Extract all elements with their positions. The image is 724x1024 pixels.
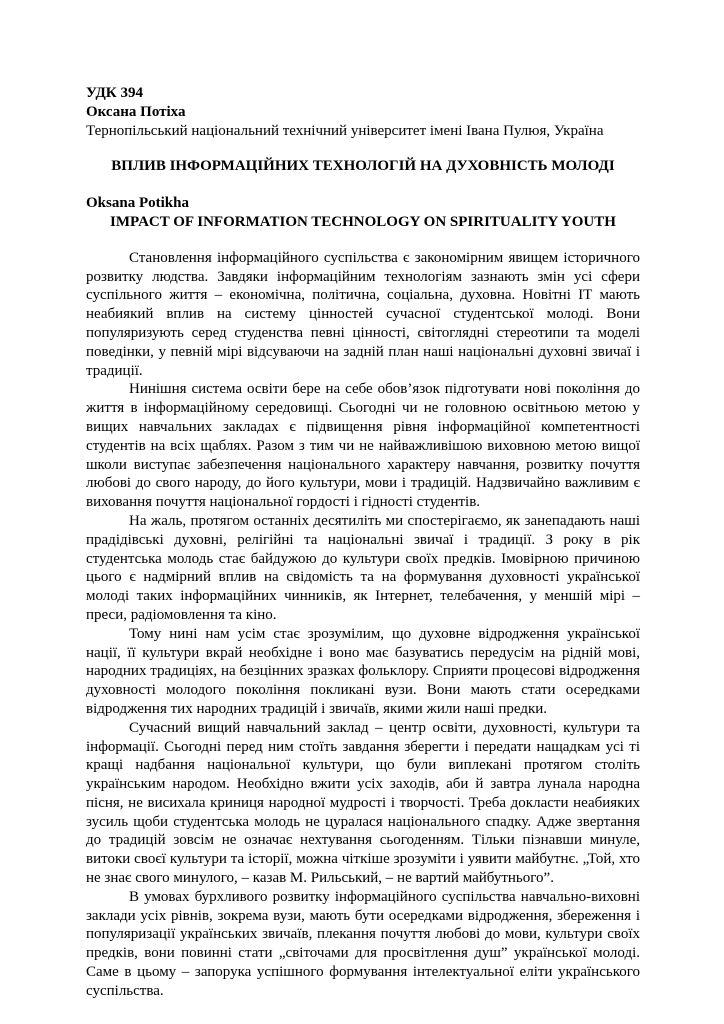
body-paragraph: Становлення інформаційного суспільства є закономірним явищем історичного розвитку людства. Завдяки інформаційним технологіям зазнають змін усі сфери суспільного життя – економічна, політична, соціальна, духовна. Новітні ІТ мають неабиякий вплив на систему цінностей сучасної студентської молоді. Вони популяризують серед студенства певні цінності, світоглядні стереотипи та моделі поведінки, у певній мірі відсуваючи на задній план наші національні духовні звичаї і традиції. (86, 249, 640, 379)
document-page (86, 84, 640, 1001)
author-name-ua: Оксана Потіха (86, 103, 186, 120)
paper-body (86, 249, 640, 1001)
paper-title-ua: ВПЛИВ ІНФОРМАЦІЙНИХ ТЕХНОЛОГІЙ НА ДУХОВНІСТЬ МОЛОДІ (111, 158, 615, 175)
author-affiliation: Тернопільський національний технічний університет імені Івана Пулюя, Україна (86, 122, 604, 139)
body-paragraph: На жаль, протягом останніх десятиліть ми спостерігаємо, як занепадають наші прадідівські духовні, релігійні та національні звичаї і традиції. З року в рік студентська молодь стає байдужою до культури своїх предків. Імовірною причиною цього є надмірний вплив на свідомість та на формування духовності української молоді таких інформаційних чинників, як Інтернет, телебачення, у меншій мірі – преси, радіомовлення та кіно. (86, 512, 640, 623)
author-name-en: Oksana Potikha (86, 195, 189, 212)
body-paragraph: Тому нині нам усім стає зрозумілим, що духовне відродження української нації, її культури вкрай необхідне і воно має базуватись передусім на рідній мові, народних традиціях, на безцінних зразках фольклору. Сприяти процесові відродження духовності молодого покоління покликані вузи. Вони мають стати осередками відродження тих народних традицій і звичаїв, якими жили наші предки. (86, 625, 640, 717)
body-paragraph: Нинішня система освіти бере на себе обов’язок підготувати нові покоління до життя в інформаційному середовищі. Сьогодні чи не головною освітньою метою у вищих навчальних закладах є підвищення рівня інформаційної компетентності студентів на всіх щаблях. Разом з тим чи не найважливішою виховною метою вищої школи виступає забезпечення національного характеру навчання, розвитку почуття любові до свого народу, до його культури, мови і традицій. Надзвичайно важливим є виховання почуття національної гордості і гідності студентів. (86, 381, 640, 511)
body-paragraph: Сучасний вищий навчальний заклад – центр освіти, духовності, культури та інформації. Сьогодні перед ним стоїть завдання зберегти і передати нащадкам усі ті кращі надбання національної культури, що були виплекані протягом століть українським народом. Необхідно вжити усіх заходів, аби й завтра лунала народна пісня, не висихала криниця народної мудрості і творчості. Треба докласти неабияких зусиль щоби студентська молодь не цуралася національного спадку. Адже звертання до традицій зовсім не означає нехтування сьогоденням. Тільки пізнавши минуле, витоки своєї культури та історії, можна чіткіше зрозуміти і уявити майбутнє. „Той, хто не знає свого минулого, – казав М. Рильський, – не вартий майбутнього”. (86, 719, 640, 887)
body-paragraph: В умовах бурхливого розвитку інформаційного суспільства навчально-виховні заклади усіх рівнів, зокрема вузи, мають бути осередками відродження, збереження і популяризації українських звичаїв, плекання почуття любові до мови, культури своїх предків, вони повинні стати „світочами для просвітлення душ” української молоді. Саме в цьому – запорука успішного формування інтелектуальної еліти українського суспільства. (86, 888, 640, 999)
udk-code: УДК 394 (86, 85, 143, 101)
paper-title-en: IMPACT OF INFORMATION TECHNOLOGY ON SPIRITUALITY YOUTH (110, 213, 616, 230)
